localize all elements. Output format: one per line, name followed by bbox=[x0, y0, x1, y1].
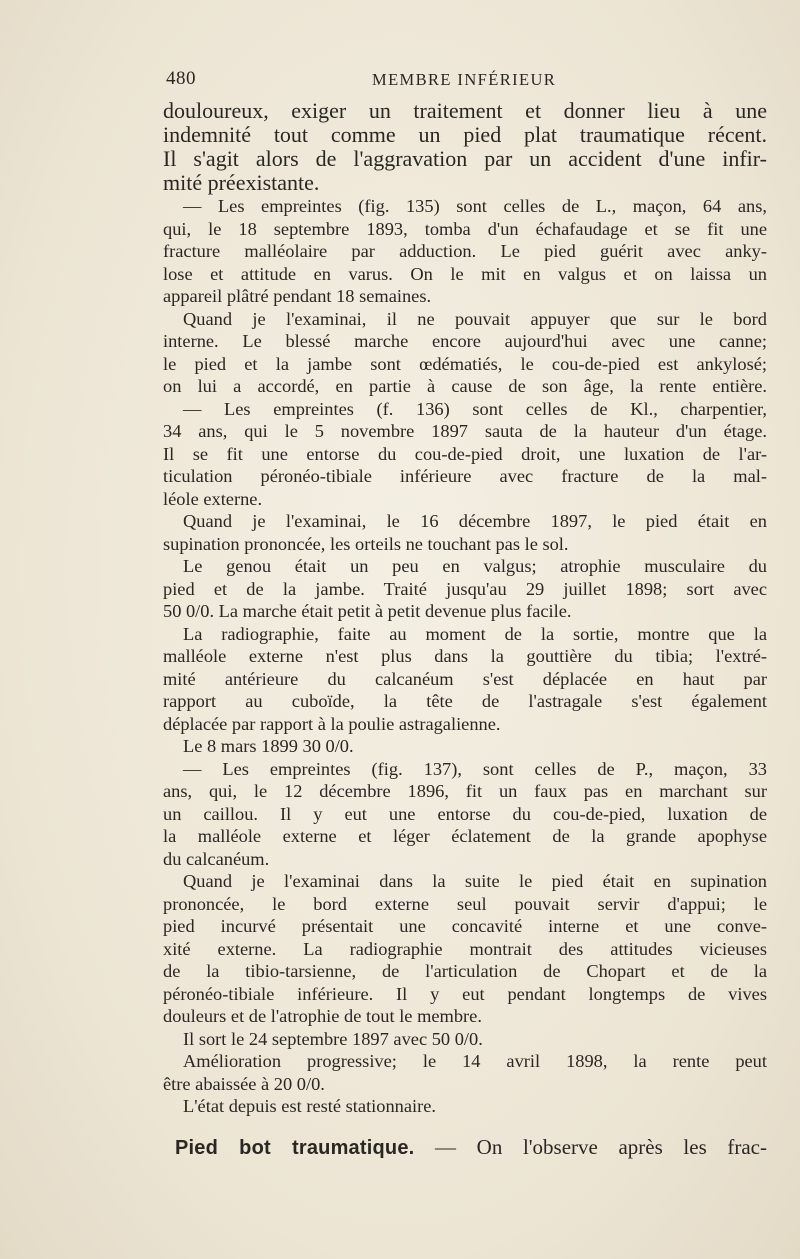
text-line: appareil plâtré pendant 18 semaines. bbox=[163, 286, 432, 306]
section-title: Pied bot traumatique. bbox=[175, 1136, 415, 1159]
text-line: prononcée, le bord externe seul pouvait servir d'appui; le bbox=[163, 893, 767, 914]
text-line: douleurs et de l'atrophie de tout le membre. bbox=[163, 1006, 482, 1026]
text-line: La radiographie, faite au moment de la sortie, montre que la bbox=[183, 623, 767, 644]
text-line: ticulation péronéo-tibiale inférieure avec fracture de la mal- bbox=[163, 466, 767, 486]
text-line: 34 ans, qui le 5 novembre 1897 sauta de la hauteur d'un étage. bbox=[163, 421, 767, 441]
text-line: — Les empreintes (f. 136) sont celles de Kl., charpentier, bbox=[183, 398, 767, 419]
text-line: supination prononcée, les orteils ne touchant pas le sol. bbox=[163, 533, 569, 554]
text-line: rapport au cuboïde, la tête de l'astragale s'est également bbox=[163, 691, 767, 711]
text-line: mité antérieure du calcanéum s'est déplacée en haut par bbox=[163, 668, 767, 689]
text-line: douloureux, exiger un traitement et donner lieu à une bbox=[163, 98, 767, 123]
text-line: pied et de la jambe. Traité jusqu'au 29 juillet 1898; sort avec bbox=[163, 578, 767, 599]
text-line: pied incurvé présentait une concavité interne et une conve- bbox=[163, 916, 767, 936]
body-text bbox=[163, 99, 767, 1160]
section-heading-line bbox=[163, 1134, 767, 1160]
text-line: qui, le 18 septembre 1893, tomba d'un échafaudage et se fit une bbox=[163, 218, 767, 239]
text-line: la malléole externe et léger éclatement de la grande apophyse bbox=[163, 826, 767, 846]
text-line: Quand je l'examinai, le 16 décembre 1897, le pied était en bbox=[183, 511, 767, 531]
text-line: être abaissée à 20 0/0. bbox=[163, 1073, 325, 1094]
text-line: le pied et la jambe sont œdématiés, le cou-de-pied est ankylosé; bbox=[163, 353, 767, 374]
running-head: MEMBRE INFÉRIEUR bbox=[372, 70, 557, 89]
text-line: de la tibio-tarsienne, de l'articulation de Chopart et de la bbox=[163, 961, 767, 981]
text-line: malléole externe n'est plus dans la gouttière du tibia; l'extré- bbox=[163, 646, 767, 666]
text-line: Le genou était un peu en valgus; atrophie musculaire du bbox=[183, 556, 767, 576]
text-line: du calcanéum. bbox=[163, 848, 270, 869]
text-line: xité externe. La radiographie montrait des attitudes vicieuses bbox=[163, 938, 767, 959]
text-line: un caillou. Il y eut une entorse du cou-de-pied, luxation de bbox=[163, 803, 767, 824]
text-line: péronéo-tibiale inférieure. Il y eut pendant longtemps de vives bbox=[163, 983, 767, 1004]
text-line: — Les empreintes (fig. 137), sont celles de P., maçon, 33 bbox=[183, 758, 767, 779]
text-line: ans, qui, le 12 décembre 1896, fit un faux pas en marchant sur bbox=[163, 781, 767, 801]
spacer bbox=[163, 1118, 767, 1132]
text-line: Amélioration progressive; le 14 avril 1898, la rente peut bbox=[183, 1051, 767, 1071]
text-line: on lui a accordé, en partie à cause de son âge, la rente entière. bbox=[163, 376, 767, 396]
text-line: interne. Le blessé marche encore aujourd'hui avec une canne; bbox=[163, 331, 767, 351]
text-line: indemnité tout comme un pied plat traumatique récent. bbox=[163, 122, 767, 147]
text-line: Il sort le 24 septembre 1897 avec 50 0/0. bbox=[183, 1028, 483, 1049]
section-text: — On l'observe après les frac- bbox=[435, 1134, 767, 1159]
text-line: léole externe. bbox=[163, 488, 263, 509]
text-line: lose et attitude en varus. On le mit en valgus et on laissa un bbox=[163, 263, 767, 284]
text-line: Il se fit une entorse du cou-de-pied droit, une luxation de l'ar- bbox=[163, 443, 767, 464]
page-number: 480 bbox=[166, 68, 196, 89]
text-line: Quand je l'examinai, il ne pouvait appuyer que sur le bord bbox=[183, 308, 767, 329]
text-line: L'état depuis est resté stationnaire. bbox=[183, 1096, 437, 1116]
text-line: fracture malléolaire par adduction. Le pied guérit avec anky- bbox=[163, 241, 767, 261]
text-line: Le 8 mars 1899 30 0/0. bbox=[183, 736, 354, 756]
text-line: mité préexistante. bbox=[163, 170, 320, 195]
text-line: Quand je l'examinai dans la suite le pied était en supination bbox=[183, 871, 767, 891]
page-header bbox=[166, 68, 766, 96]
text-line: déplacée par rapport à la poulie astragalienne. bbox=[163, 713, 501, 734]
text-line: 50 0/0. La marche était petit à petit devenue plus facile. bbox=[163, 601, 572, 621]
text-line: Il s'agit alors de l'aggravation par un accident d'une infir- bbox=[163, 146, 767, 171]
text-line: — Les empreintes (fig. 135) sont celles de L., maçon, 64 ans, bbox=[183, 196, 767, 216]
